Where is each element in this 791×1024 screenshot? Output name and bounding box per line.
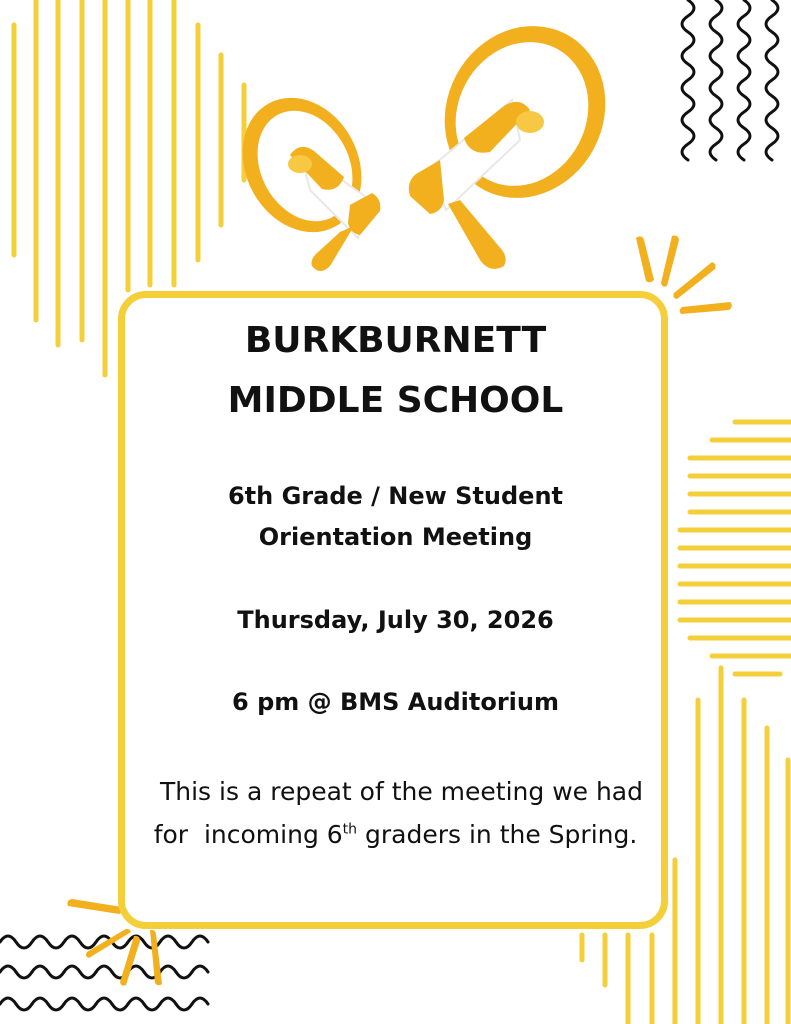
note-line1: This is a repeat of the meeting we had: [160, 777, 643, 806]
megaphone-icon: [220, 77, 385, 271]
event-title-line1: 6th Grade / New Student: [227, 482, 564, 510]
school-name-line2: MIDDLE SCHOOL: [227, 380, 564, 421]
school-name-line1: BURKBURNETT: [244, 320, 547, 361]
event-date: Thursday, July 30, 2026: [237, 606, 554, 634]
megaphone-icon: [409, 0, 635, 269]
note-line2-end: graders in the Spring.: [357, 820, 638, 849]
megaphones-illustration: [0, 0, 791, 300]
ordinal-suffix: th: [342, 821, 358, 838]
event-title-line2: Orientation Meeting: [258, 523, 533, 551]
note-line2: [0, 820, 791, 849]
note-line2-start: for incoming 6: [153, 820, 343, 849]
event-time-location: 6 pm @ BMS Auditorium: [232, 688, 559, 716]
